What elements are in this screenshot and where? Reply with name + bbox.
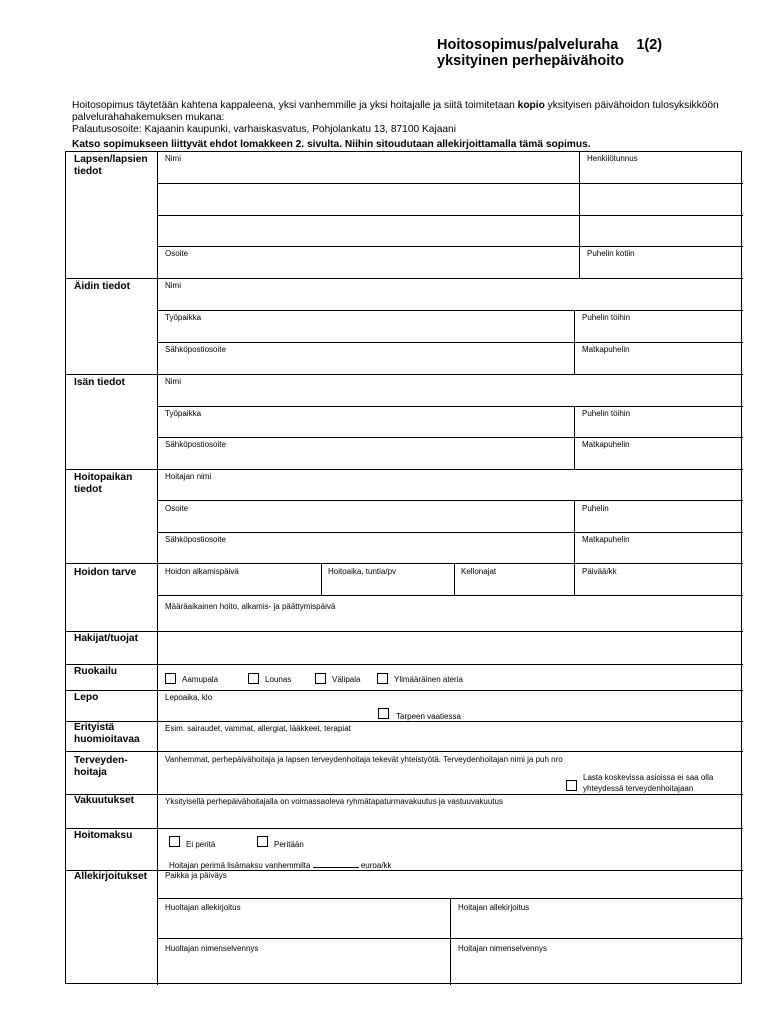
care-place-email-field[interactable]: Sähköpostiosoite	[165, 535, 226, 544]
mother-workplace-field[interactable]: Työpaikka	[165, 313, 202, 322]
meal-extra-label: Ylimääräinen ateria	[394, 675, 463, 684]
form-subtitle: yksityinen perhepäivähoito	[437, 53, 624, 69]
carer-name-field[interactable]: Hoitajan nimi	[165, 472, 212, 481]
fee-not-charged-label: Ei peritä	[186, 840, 216, 849]
meal-snack-label: Välipala	[332, 675, 361, 684]
rest-time-field[interactable]: Lepoaika, klo	[165, 693, 213, 702]
child-home-phone-field[interactable]: Puhelin kotiin	[587, 249, 635, 258]
page-marker: 1(2)	[636, 37, 663, 53]
father-mobile-field[interactable]: Matkapuhelin	[582, 440, 630, 449]
extra-fee-blank[interactable]	[313, 860, 359, 868]
carer-signature-field[interactable]: Hoitajan allekirjoitus	[458, 903, 530, 912]
meal-lunch-checkbox[interactable]	[248, 673, 259, 684]
section-rest: Lepo	[74, 692, 99, 703]
section-nurse: Terveyden-hoitaja	[74, 755, 128, 778]
care-place-mobile-field[interactable]: Matkapuhelin	[582, 535, 630, 544]
nurse-no-contact-checkbox[interactable]	[566, 780, 577, 791]
fixed-term-field[interactable]: Määräaikainen hoito, alkamis- ja päättymispäivä	[165, 602, 336, 611]
section-mother: Äidin tiedot	[74, 281, 131, 292]
father-email-field[interactable]: Sähköpostiosoite	[165, 440, 226, 449]
section-meals: Ruokailu	[74, 666, 118, 677]
guardian-name-field[interactable]: Huoltajan nimenselvennys	[165, 944, 259, 953]
guardian-signature-field[interactable]: Huoltajan allekirjoitus	[165, 903, 241, 912]
care-time-field[interactable]: Kellonajat	[461, 567, 497, 576]
meal-extra-checkbox[interactable]	[377, 673, 388, 684]
care-agreement-form	[65, 151, 742, 984]
form-title: Hoitosopimus/palveluraha 1(2)	[437, 37, 663, 53]
meal-snack-checkbox[interactable]	[315, 673, 326, 684]
nurse-info-field[interactable]: Vanhemmat, perhepäivähoitaja ja lapsen terveydenhoitaja tekevät yhteistyötä. Terveydenhoitajan nimi ja puh nro	[165, 755, 563, 764]
child-ssn-field[interactable]: Henkilötunnus	[587, 154, 638, 163]
place-date-field[interactable]: Paikka ja päiväys	[165, 871, 227, 880]
nurse-no-contact-label-2: yhteydessä terveydenhoitajaan	[583, 784, 694, 793]
section-fee: Hoitomaksu	[74, 830, 133, 841]
intro-text: Hoitosopimus täytetään kahtena kappaleena, yksi vanhemmille ja yksi hoitajalle ja siitä toimitetaan kopio yksityisen päivähoidon tulosyksikköön palvelurahahakemuksen mukana:	[72, 100, 719, 123]
father-name-field[interactable]: Nimi	[165, 377, 181, 386]
care-place-address-field[interactable]: Osoite	[165, 504, 189, 513]
mother-mobile-field[interactable]: Matkapuhelin	[582, 345, 630, 354]
rest-as-needed-label: Tarpeen vaatiessa	[396, 712, 461, 721]
terms-notice: Katso sopimukseen liittyvät ehdot lomakkeen 2. sivulta. Niihin sitoudutaan allekirjoittamalla tämä sopimus.	[72, 139, 591, 150]
meal-breakfast-label: Aamupala	[182, 675, 219, 684]
meal-lunch-label: Lounas	[265, 675, 292, 684]
section-pickup: Hakijat/tuojat	[74, 633, 138, 644]
section-child: Lapsen/lapsien tiedot	[74, 154, 148, 177]
fee-charged-checkbox[interactable]	[257, 836, 268, 847]
care-days-field[interactable]: Päivää/kk	[582, 567, 617, 576]
care-start-date-field[interactable]: Hoidon alkamispäivä	[165, 567, 239, 576]
section-insurance: Vakuutukset	[74, 795, 135, 806]
section-signatures: Allekirjoitukset	[74, 871, 148, 882]
mother-work-phone-field[interactable]: Puhelin töihin	[582, 313, 631, 322]
fee-not-charged-checkbox[interactable]	[169, 836, 180, 847]
child-name-field[interactable]: Nimi	[165, 154, 181, 163]
rest-as-needed-checkbox[interactable]	[378, 708, 389, 719]
nurse-no-contact-label-1: Lasta koskevissa asioissa ei saa olla	[583, 773, 714, 782]
insurance-text: Yksityisellä perhepäivähoitajalla on voimassaoleva ryhmätapaturmavakuutus ja vastuuvakuutus	[165, 797, 503, 806]
mother-name-field[interactable]: Nimi	[165, 281, 181, 290]
care-place-phone-field[interactable]: Puhelin	[582, 504, 609, 513]
section-care-need: Hoidon tarve	[74, 567, 137, 578]
section-special: Erityistä huomioitavaa	[74, 722, 140, 745]
special-needs-field[interactable]: Esim. sairaudet, vammat, allergiat, lääkkeet, terapiat	[165, 724, 351, 733]
father-workplace-field[interactable]: Työpaikka	[165, 409, 202, 418]
meal-breakfast-checkbox[interactable]	[165, 673, 176, 684]
father-work-phone-field[interactable]: Puhelin töihin	[582, 409, 631, 418]
return-address: Palautusosoite: Kajaanin kaupunki, varhaiskasvatus, Pohjolankatu 13, 87100 Kajaani	[72, 124, 456, 135]
section-father: Isän tiedot	[74, 377, 125, 388]
extra-fee-field[interactable]: Hoitajan perimä lisämaksu vanhemmilta euroa/kk	[169, 861, 392, 870]
mother-email-field[interactable]: Sähköpostiosoite	[165, 345, 226, 354]
child-address-field[interactable]: Osoite	[165, 249, 189, 258]
section-care-place: Hoitopaikan tiedot	[74, 472, 133, 495]
carer-name-clarification-field[interactable]: Hoitajan nimenselvennys	[458, 944, 547, 953]
pickup-field[interactable]	[165, 634, 735, 660]
fee-charged-label: Peritään	[274, 840, 304, 849]
care-hours-field[interactable]: Hoitoaika, tuntia/pv	[328, 567, 397, 576]
